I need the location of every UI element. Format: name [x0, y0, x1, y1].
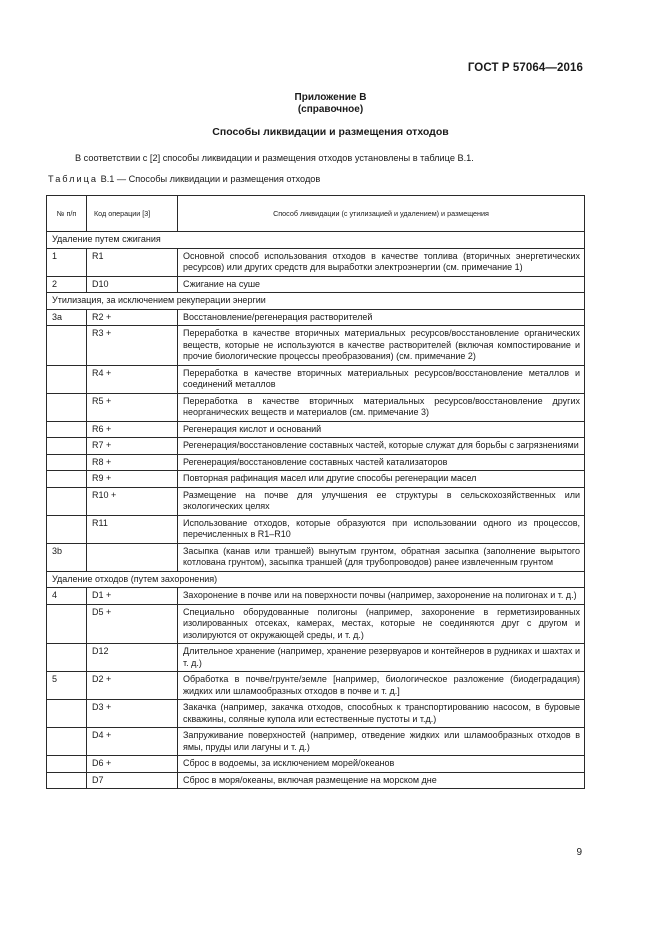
group-heading: Удаление отходов (путем захоронения): [47, 571, 585, 588]
table-group-row: [47, 293, 585, 310]
table-row: [47, 276, 585, 293]
table-row: [47, 365, 585, 393]
table-row: [47, 326, 585, 366]
operation-code: D4 +: [87, 728, 178, 756]
operation-code: R4 +: [87, 365, 178, 393]
table-caption-text: В.1 — Способы ликвидации и размещения отходов: [98, 174, 321, 184]
table-row: [47, 604, 585, 644]
document-code: ГОСТ Р 57064—2016: [467, 62, 583, 74]
table-group-row: [47, 232, 585, 249]
disposal-methods-table: [46, 195, 585, 789]
table-row: [47, 543, 585, 571]
operation-code: D2 +: [87, 672, 178, 700]
method-description: Захоронение в почве или на поверхности почвы (например, захоронение на полигонах и т. д.): [178, 588, 585, 605]
method-description: Специально оборудованные полигоны (например, захоронение в герметизированных изолированных отсеках, камерах, местах, которые не соединяются друг с другом и изолируются от окружающей среды, и т. д.): [178, 604, 585, 644]
method-description: Повторная рафинация масел или другие способы регенерации масел: [178, 471, 585, 488]
table-row: [47, 421, 585, 438]
row-number: [47, 326, 87, 366]
appendix-heading: [0, 92, 661, 116]
operation-code: R11: [87, 515, 178, 543]
operation-code: D7: [87, 772, 178, 789]
row-number: [47, 700, 87, 728]
row-number: [47, 438, 87, 455]
group-heading: Удаление путем сжигания: [47, 232, 585, 249]
operation-code: R10 +: [87, 487, 178, 515]
row-number: [47, 365, 87, 393]
method-description: Сброс в водоемы, за исключением морей/океанов: [178, 756, 585, 773]
method-description: Переработка в качестве вторичных материальных ресурсов/восстановление других неорганических веществ и материалов (см. примечание 3): [178, 393, 585, 421]
method-description: Засыпка (канав или траншей) вынутым грунтом, обратная засыпка (заполнение вырытого котлована грунтом), засыпка траншей (для трубопроводов) ранее извлеченным грунтом: [178, 543, 585, 571]
operation-code: R6 +: [87, 421, 178, 438]
table-row: [47, 772, 585, 789]
header-method: Способ ликвидации (с утилизацией и удалением) и размещения: [178, 196, 585, 232]
table-row: [47, 756, 585, 773]
operation-code: R7 +: [87, 438, 178, 455]
table-row: [47, 672, 585, 700]
method-description: Сброс в моря/океаны, включая размещение на морском дне: [178, 772, 585, 789]
intro-paragraph: В соответствии с [2] способы ликвидации и размещения отходов установлены в таблице В.1.: [75, 153, 474, 163]
method-description: Регенерация/восстановление составных частей катализаторов: [178, 454, 585, 471]
table-caption: [48, 174, 320, 184]
operation-code: R5 +: [87, 393, 178, 421]
operation-code: D1 +: [87, 588, 178, 605]
table-row: [47, 438, 585, 455]
section-title: Способы ликвидации и размещения отходов: [212, 126, 449, 138]
table-header-row: [47, 196, 585, 232]
method-description: Переработка в качестве вторичных материальных ресурсов/восстановление металлов и соединений металлов: [178, 365, 585, 393]
method-description: Использование отходов, которые образуются при использовании одного из процессов, перечисленных в R1–R10: [178, 515, 585, 543]
table-row: [47, 700, 585, 728]
table-row: [47, 728, 585, 756]
operation-code: R9 +: [87, 471, 178, 488]
table-row: [47, 454, 585, 471]
table-row: [47, 471, 585, 488]
table-row: [47, 248, 585, 276]
page-number: 9: [576, 847, 582, 858]
method-description: Длительное хранение (например, хранение резервуаров и контейнеров в рудниках и шахтах и т. д.): [178, 644, 585, 672]
row-number: [47, 471, 87, 488]
table-row: [47, 588, 585, 605]
header-num: № п/п: [47, 196, 87, 232]
table-group-row: [47, 571, 585, 588]
operation-code: R3 +: [87, 326, 178, 366]
row-number: 5: [47, 672, 87, 700]
operation-code: D3 +: [87, 700, 178, 728]
method-description: Регенерация/восстановление составных частей, которые служат для борьбы с загрязнениями: [178, 438, 585, 455]
row-number: 2: [47, 276, 87, 293]
method-description: Закачка (например, закачка отходов, способных к транспортированию насосом, в буровые скважины, соляные купола или естественные пустоты и т.д.): [178, 700, 585, 728]
operation-code: D6 +: [87, 756, 178, 773]
operation-code: D12: [87, 644, 178, 672]
method-description: Сжигание на суше: [178, 276, 585, 293]
table-body: [47, 232, 585, 789]
table-row: [47, 309, 585, 326]
method-description: Размещение на почве для улучшения ее структуры в сельскохозяйственных или экологических целях: [178, 487, 585, 515]
table-row: [47, 487, 585, 515]
operation-code: R2 +: [87, 309, 178, 326]
table-row: [47, 515, 585, 543]
row-number: [47, 604, 87, 644]
method-description: Регенерация кислот и оснований: [178, 421, 585, 438]
appendix-subtitle: (справочное): [297, 104, 364, 115]
row-number: 1: [47, 248, 87, 276]
row-number: 3a: [47, 309, 87, 326]
method-description: Основной способ использования отходов в качестве топлива (вторичных энергетических ресурсов) или других средств для выработки электроэнергии (см. примечание 1): [178, 248, 585, 276]
row-number: [47, 487, 87, 515]
row-number: [47, 421, 87, 438]
table-row: [47, 644, 585, 672]
table-row: [47, 393, 585, 421]
row-number: [47, 393, 87, 421]
method-description: Запруживание поверхностей (например, отведение жидких или шламообразных отходов в ямы, пруды или лагуны и т. д.): [178, 728, 585, 756]
row-number: 3b: [47, 543, 87, 571]
method-description: Восстановление/регенерация растворителей: [178, 309, 585, 326]
header-code: Код операции [3]: [87, 196, 178, 232]
method-description: Переработка в качестве вторичных материальных ресурсов/восстановление органических веществ, которые не используются в качестве растворителей (включая компостирование и прочие биологические процессы преобразования) (см. примечание 2): [178, 326, 585, 366]
row-number: [47, 756, 87, 773]
row-number: [47, 728, 87, 756]
row-number: [47, 515, 87, 543]
row-number: [47, 772, 87, 789]
operation-code: R8 +: [87, 454, 178, 471]
group-heading: Утилизация, за исключением рекуперации энергии: [47, 293, 585, 310]
operation-code: D10: [87, 276, 178, 293]
operation-code: D5 +: [87, 604, 178, 644]
operation-code: R1: [87, 248, 178, 276]
row-number: [47, 454, 87, 471]
operation-code: [87, 543, 178, 571]
table-caption-label: Таблица: [48, 174, 99, 184]
method-description: Обработка в почве/грунте/земле [например, биологическое разложение (биодеградация) жидких или шламообразных отходов в почве и т. д.]: [178, 672, 585, 700]
appendix-title: Приложение В: [294, 92, 367, 103]
row-number: [47, 644, 87, 672]
row-number: 4: [47, 588, 87, 605]
